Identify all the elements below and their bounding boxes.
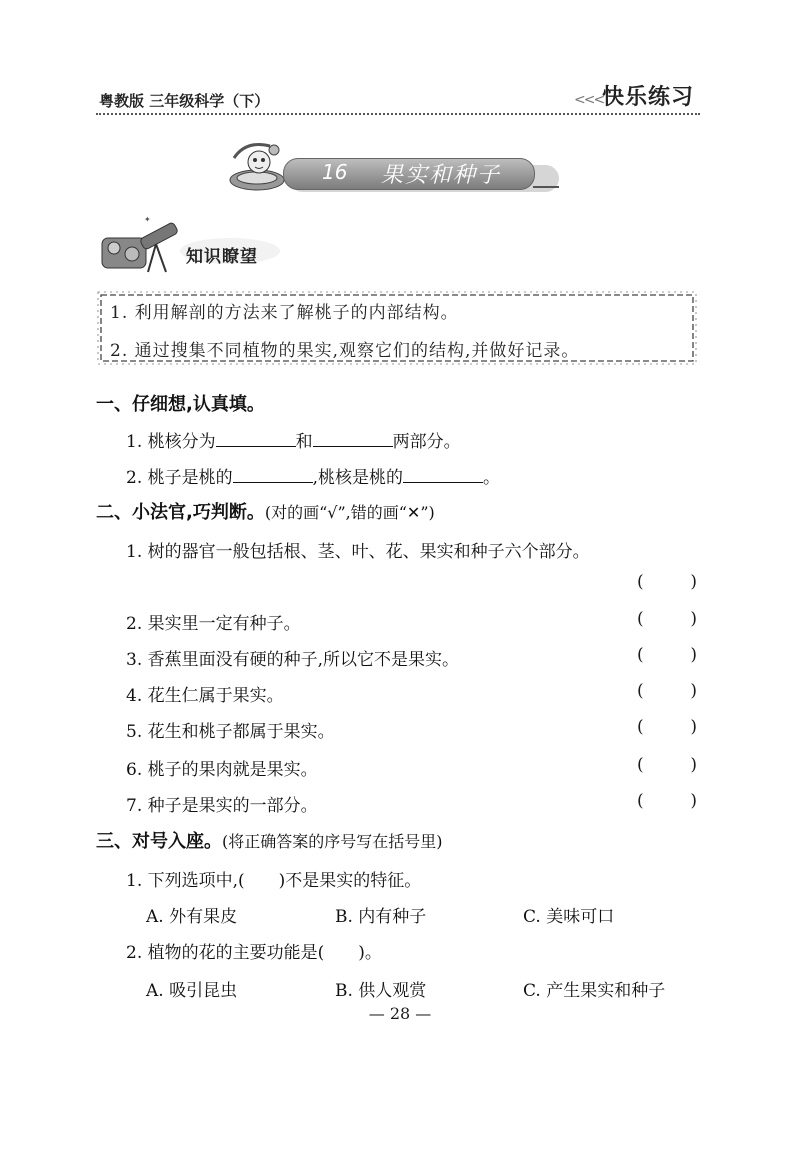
answer-parens[interactable]: ( ) bbox=[637, 645, 697, 665]
section3-heading: 三、对号入座。(将正确答案的序号写在括号里) bbox=[96, 831, 443, 852]
choice-option: B. 供人观赏 bbox=[335, 981, 427, 1001]
knowledge-label: 知识瞭望 bbox=[186, 247, 258, 267]
choice-question-1: 1. 下列选项中,( )不是果实的特征。 bbox=[126, 871, 422, 891]
answer-parens[interactable]: ( ) bbox=[637, 609, 697, 629]
answer-blank[interactable] bbox=[233, 468, 313, 483]
fill-question-2: 2. 桃子是桃的 ,桃核是桃的 。 bbox=[126, 468, 501, 488]
choice-option: A. 外有果皮 bbox=[146, 907, 238, 927]
chevrons-icon: <<< bbox=[574, 92, 604, 108]
judge-item: 7. 种子是果实的一部分。 bbox=[126, 796, 318, 816]
section2-note: (对的画“√”,错的画“✕”) bbox=[264, 503, 435, 522]
judge-item: 4. 花生仁属于果实。 bbox=[126, 686, 284, 706]
title-banner-tail bbox=[533, 186, 559, 188]
choice-question-2: 2. 植物的花的主要功能是( )。 bbox=[126, 943, 382, 963]
answer-blank[interactable] bbox=[216, 432, 296, 447]
section2-heading: 二、小法官,巧判断。(对的画“√”,错的画“✕”) bbox=[96, 502, 435, 523]
answer-parens[interactable]: ( ) bbox=[637, 717, 697, 737]
choice-option: A. 吸引昆虫 bbox=[146, 981, 238, 1001]
answer-parens[interactable]: ( ) bbox=[637, 755, 697, 775]
judge-item: 3. 香蕉里面没有硬的种子,所以它不是果实。 bbox=[126, 650, 460, 670]
choice-option: C. 产生果实和种子 bbox=[523, 981, 666, 1001]
choice-option: C. 美味可口 bbox=[523, 907, 615, 927]
answer-blank[interactable] bbox=[313, 432, 393, 447]
section3-note: (将正确答案的序号写在括号里) bbox=[222, 832, 443, 851]
knowledge-item: 2. 通过搜集不同植物的果实,观察它们的结构,并做好记录。 bbox=[110, 341, 580, 361]
lesson-title: 果实和种子 bbox=[381, 163, 502, 188]
svg-text:✦: ✦ bbox=[144, 215, 151, 224]
cartoon-mascot-icon bbox=[226, 138, 288, 196]
telescope-icon bbox=[100, 212, 184, 274]
section1-heading: 一、仔细想,认真填。 bbox=[96, 394, 265, 415]
answer-parens[interactable]: ( ) bbox=[637, 681, 697, 701]
answer-blank[interactable] bbox=[403, 468, 483, 483]
series-title: 快乐练习 bbox=[602, 85, 695, 110]
answer-parens[interactable]: ( ) bbox=[637, 791, 697, 811]
fill-question-1: 1. 桃核分为 和 两部分。 bbox=[126, 432, 461, 452]
lesson-number: 16 bbox=[322, 160, 348, 184]
judge-item: 2. 果实里一定有种子。 bbox=[126, 614, 301, 634]
book-title: 粤教版 三年级科学（下） bbox=[99, 92, 270, 110]
page-number: — 28 — bbox=[368, 1004, 432, 1023]
knowledge-item: 1. 利用解剖的方法来了解桃子的内部结构。 bbox=[110, 303, 459, 323]
judge-item: 6. 桃子的果肉就是果实。 bbox=[126, 760, 318, 780]
header-divider bbox=[96, 113, 700, 115]
judge-item: 5. 花生和桃子都属于果实。 bbox=[126, 722, 335, 742]
judge-item: 1. 树的器官一般包括根、茎、叶、花、果实和种子六个部分。 bbox=[126, 542, 590, 562]
answer-parens[interactable]: ( ) bbox=[637, 572, 697, 592]
choice-option: B. 内有种子 bbox=[335, 907, 427, 927]
